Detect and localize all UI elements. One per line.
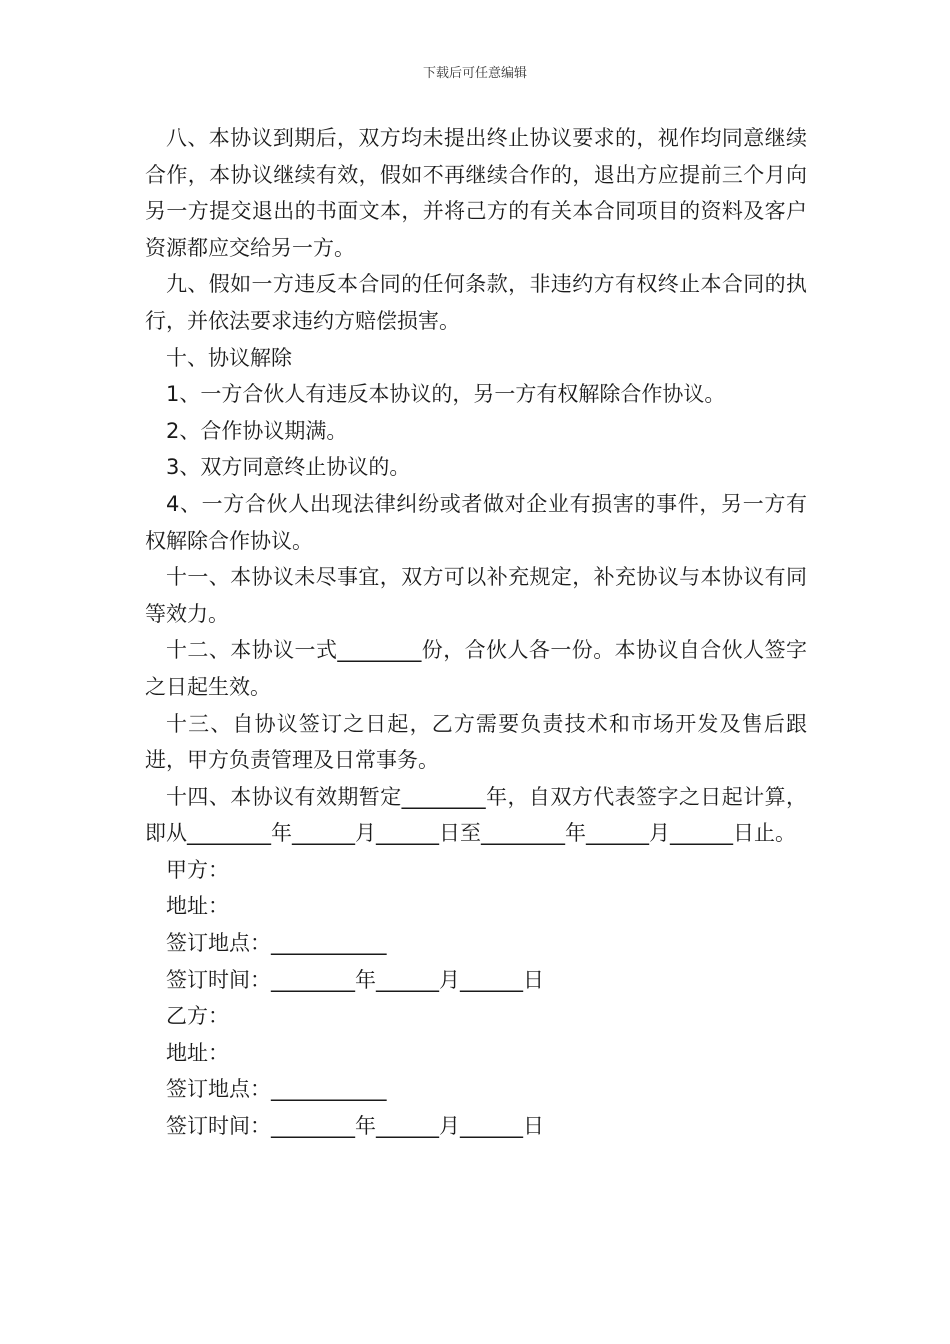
party-b-address: 地址： [166,1040,229,1065]
party-b-signing-place: 签订地点：___________ [166,1077,387,1102]
clause-14: 十四、本协议有效期暂定________年，自双方代表签字之日起计算，即从________年______月______日至________年______月______日止。 [145,784,807,846]
party-a-signing-time: 签订时间：________年______月______日 [166,967,544,992]
clause-10-item-3: 3、双方同意终止协议的。 [166,455,411,480]
clause-11: 十一、本协议未尽事宜，双方可以补充规定，补充协议与本协议有同等效力。 [145,565,807,626]
party-a-signing-place: 签订地点：___________ [166,931,387,956]
clause-10-item-1: 1、一方合伙人有违反本协议的，另一方有权解除合作协议。 [166,382,726,407]
document-body [145,120,807,1145]
clause-9: 九、假如一方违反本合同的任何条款，非违约方有权终止本合同的执行，并依法要求违约方赔偿损害。 [145,272,807,333]
party-a-signature-block [145,852,807,998]
party-b-signature-block [145,998,807,1144]
clause-10-item-4: 4、一方合伙人出现法律纠纷或者做对企业有损害的事件，另一方有权解除合作协议。 [145,491,807,553]
clause-12: 十二、本协议一式________份，合伙人各一份。本协议自合伙人签字之日起生效。 [145,638,807,699]
page-header: 下载后可任意编辑 [422,66,527,81]
party-b-label: 乙方： [166,1004,229,1029]
party-a-address: 地址： [166,894,229,919]
party-a-label: 甲方： [166,857,229,882]
party-b-signing-time: 签订时间：________年______月______日 [166,1114,544,1139]
clause-10-heading: 十、协议解除 [166,345,292,370]
clause-13: 十三、自协议签订之日起，乙方需要负责技术和市场开发及售后跟进，甲方负责管理及日常事务。 [145,711,807,773]
clause-10-item-2: 2、合作协议期满。 [166,418,348,443]
clause-8: 八、本协议到期后，双方均未提出终止协议要求的，视作均同意继续合作，本协议继续有效，假如不再继续合作的，退出方应提前三个月向另一方提交退出的书面文本，并将己方的有关本合同项目的资料及客户资源都应交给另一方。 [145,126,807,260]
